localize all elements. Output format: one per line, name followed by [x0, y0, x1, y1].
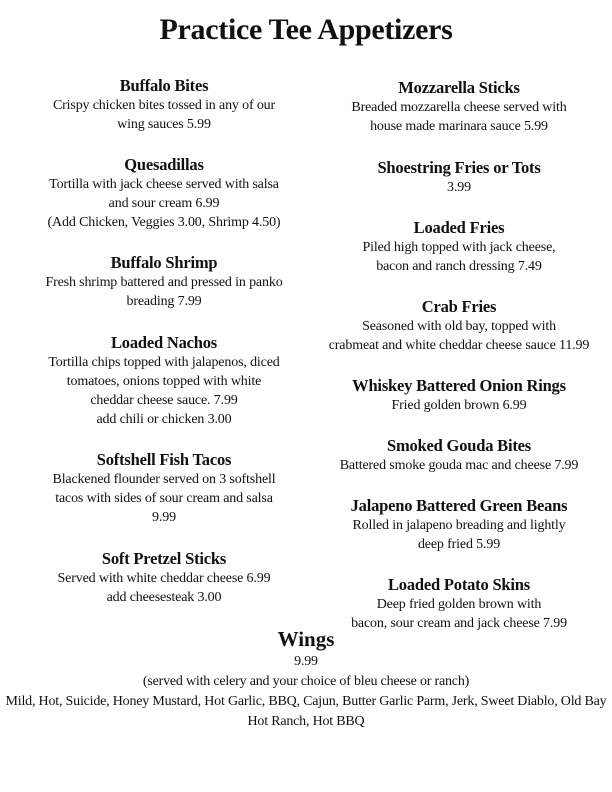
- menu-item-description: Breaded mozzarella cheese served with: [351, 100, 567, 115]
- menu-item-description: add chili or chicken 3.00: [96, 412, 232, 427]
- wings-note: (served with celery and your choice of bleu cheese or ranch): [142, 674, 470, 689]
- menu-item-description: Crispy chicken bites tossed in any of our: [52, 98, 276, 113]
- menu-item: [24, 450, 304, 527]
- menu-item-description: add cheesesteak 3.00: [106, 590, 222, 605]
- menu-item-name: Loaded Potato Skins: [388, 575, 530, 594]
- menu-item-name: Jalapeno Battered Green Beans: [350, 496, 568, 515]
- menu-item: [24, 253, 304, 311]
- menu-item-name: Mozzarella Sticks: [398, 78, 520, 97]
- menu-item-description: tacos with sides of sour cream and salsa: [55, 491, 273, 506]
- menu-item-name: Crab Fries: [421, 297, 497, 316]
- menu-item-description: cheddar cheese sauce. 7.99: [90, 393, 238, 408]
- wings-title: Wings: [277, 627, 335, 651]
- menu-item: [24, 76, 304, 134]
- menu-item-name: Loaded Nachos: [110, 333, 218, 352]
- menu-item: [318, 496, 600, 554]
- menu-item-description: bacon, sour cream and jack cheese 7.99: [351, 616, 567, 631]
- wings-section: [0, 626, 612, 732]
- menu-item: [318, 575, 600, 633]
- menu-item-description: Rolled in jalapeno breading and lightly: [352, 518, 566, 533]
- menu-item: [24, 155, 304, 232]
- menu-item-name: Whiskey Battered Onion Rings: [352, 376, 566, 395]
- menu-item-description: Tortilla with jack cheese served with salsa: [49, 177, 279, 192]
- menu-item-name: Shoestring Fries or Tots: [377, 158, 541, 177]
- menu-item-name: Buffalo Shrimp: [110, 253, 218, 272]
- menu-item-description: house made marinara sauce 5.99: [370, 119, 548, 134]
- menu-item: [318, 218, 600, 276]
- menu-item-description: deep fried 5.99: [417, 537, 501, 552]
- menu-item-name: Smoked Gouda Bites: [386, 436, 531, 455]
- menu-item-description: Battered smoke gouda mac and cheese 7.99: [339, 458, 579, 473]
- wings-flavors: Hot Ranch, Hot BBQ: [247, 714, 365, 729]
- menu-item: [318, 158, 600, 197]
- menu-item-name: Buffalo Bites: [119, 76, 209, 95]
- menu-item-description: and sour cream 6.99: [108, 196, 220, 211]
- menu-item-description: wing sauces 5.99: [117, 117, 211, 132]
- menu-item: [24, 333, 304, 429]
- menu-item-name: Softshell Fish Tacos: [96, 450, 232, 469]
- wings-flavors: Mild, Hot, Suicide, Honey Mustard, Hot Garlic, BBQ, Cajun, Butter Garlic Parm, Jerk, Sweet Diablo, Old Bay: [5, 694, 607, 709]
- menu-item-description: Tortilla chips topped with jalapenos, diced: [48, 355, 280, 370]
- page-title: Practice Tee Appetizers: [159, 13, 453, 46]
- menu-item-description: 9.99: [152, 510, 176, 525]
- menu-item-description: breading 7.99: [126, 294, 202, 309]
- menu-item-description: Deep fried golden brown with: [376, 597, 542, 612]
- wings-price: 9.99: [294, 654, 318, 669]
- menu-item-description: crabmeat and white cheddar cheese sauce 11.99: [328, 338, 590, 353]
- menu-item-name: Soft Pretzel Sticks: [101, 549, 227, 568]
- menu-item-description: tomatoes, onions topped with white: [66, 374, 262, 389]
- menu-item-description: Seasoned with old bay, topped with: [362, 319, 556, 334]
- menu-item-name: Loaded Fries: [413, 218, 505, 237]
- menu-item-description: Fresh shrimp battered and pressed in panko: [45, 275, 283, 290]
- menu-item-description: (Add Chicken, Veggies 3.00, Shrimp 4.50): [47, 215, 281, 230]
- menu-item-description: Served with white cheddar cheese 6.99: [57, 571, 271, 586]
- menu-item: [318, 297, 600, 355]
- menu-item-description: 3.99: [447, 180, 471, 195]
- menu-item-name: Quesadillas: [124, 155, 204, 174]
- menu-item-description: Fried golden brown 6.99: [391, 398, 527, 413]
- menu-item-description: Blackened flounder served on 3 softshell: [52, 472, 276, 487]
- menu-item-description: bacon and ranch dressing 7.49: [376, 259, 542, 274]
- menu-item: [318, 376, 600, 415]
- menu-item: [318, 436, 600, 475]
- menu-item: [24, 549, 304, 607]
- menu-item: [318, 78, 600, 136]
- menu-item-description: Piled high topped with jack cheese,: [362, 240, 556, 255]
